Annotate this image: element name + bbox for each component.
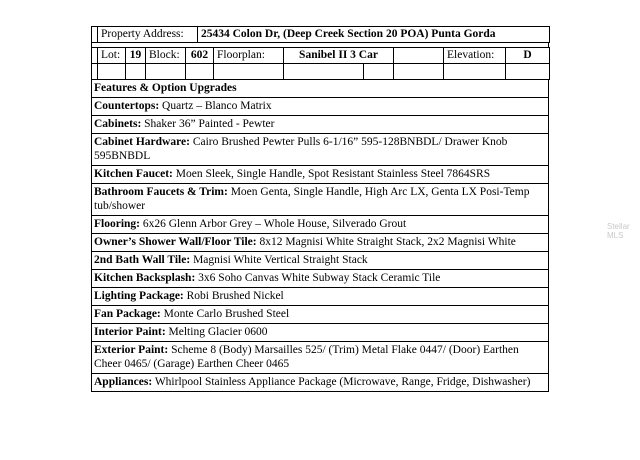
property-address-label: Property Address: [98,27,198,43]
list-item: Cabinets: Shaker 36” Painted - Pewter [91,116,549,134]
watermark: Stellar MLS [607,222,630,240]
list-item: Appliances: Whirlpool Stainless Appliance Package (Microwave, Range, Fridge, Dishwasher) [91,374,549,392]
list-item: Owner’s Shower Wall/Floor Tile: 8x12 Magnisi White Straight Stack, 2x2 Magnisi White [91,234,549,252]
elevation-value: D [506,48,550,64]
list-item: 2nd Bath Wall Tile: Magnisi White Vertical Straight Stack [91,252,549,270]
list-item: Flooring: 6x26 Glenn Arbor Grey – Whole House, Silverado Grout [91,216,549,234]
list-item: Cabinet Hardware: Cairo Brushed Pewter Pulls 6-1/16” 595-128BNBDL/ Drawer Knob 595BNBDL [91,134,549,166]
block-value: 602 [186,48,214,64]
floorplan-value: Sanibel II 3 Car [284,48,394,64]
lot-block-table [91,47,550,80]
features-document [91,26,549,392]
property-header-table [91,26,550,43]
block-label: Block: [146,48,186,64]
elevation-label: Elevation: [444,48,506,64]
list-item: Exterior Paint: Scheme 8 (Body) Marsailles 525/ (Trim) Metal Flake 0447/ (Door) Earthen Cheer 0465/ (Garage) Earthen Cheer 0465 [91,342,549,374]
lot-label: Lot: [98,48,126,64]
features-list [91,97,549,392]
lot-value: 19 [126,48,146,64]
list-item: Bathroom Faucets & Trim: Moen Genta, Single Handle, High Arc LX, Genta LX Posi-Temp tub/shower [91,184,549,216]
list-item: Kitchen Faucet: Moen Sleek, Single Handle, Spot Resistant Stainless Steel 7864SRS [91,166,549,184]
section-title: Features & Option Upgrades [91,80,549,97]
list-item: Lighting Package: Robi Brushed Nickel [91,288,549,306]
property-address-value: 25434 Colon Dr, (Deep Creek Section 20 POA) Punta Gorda [198,27,550,43]
list-item: Interior Paint: Melting Glacier 0600 [91,324,549,342]
list-item: Kitchen Backsplash: 3x6 Soho Canvas White Subway Stack Ceramic Tile [91,270,549,288]
list-item: Countertops: Quartz – Blanco Matrix [91,98,549,116]
list-item: Fan Package: Monte Carlo Brushed Steel [91,306,549,324]
floorplan-label: Floorplan: [214,48,284,64]
